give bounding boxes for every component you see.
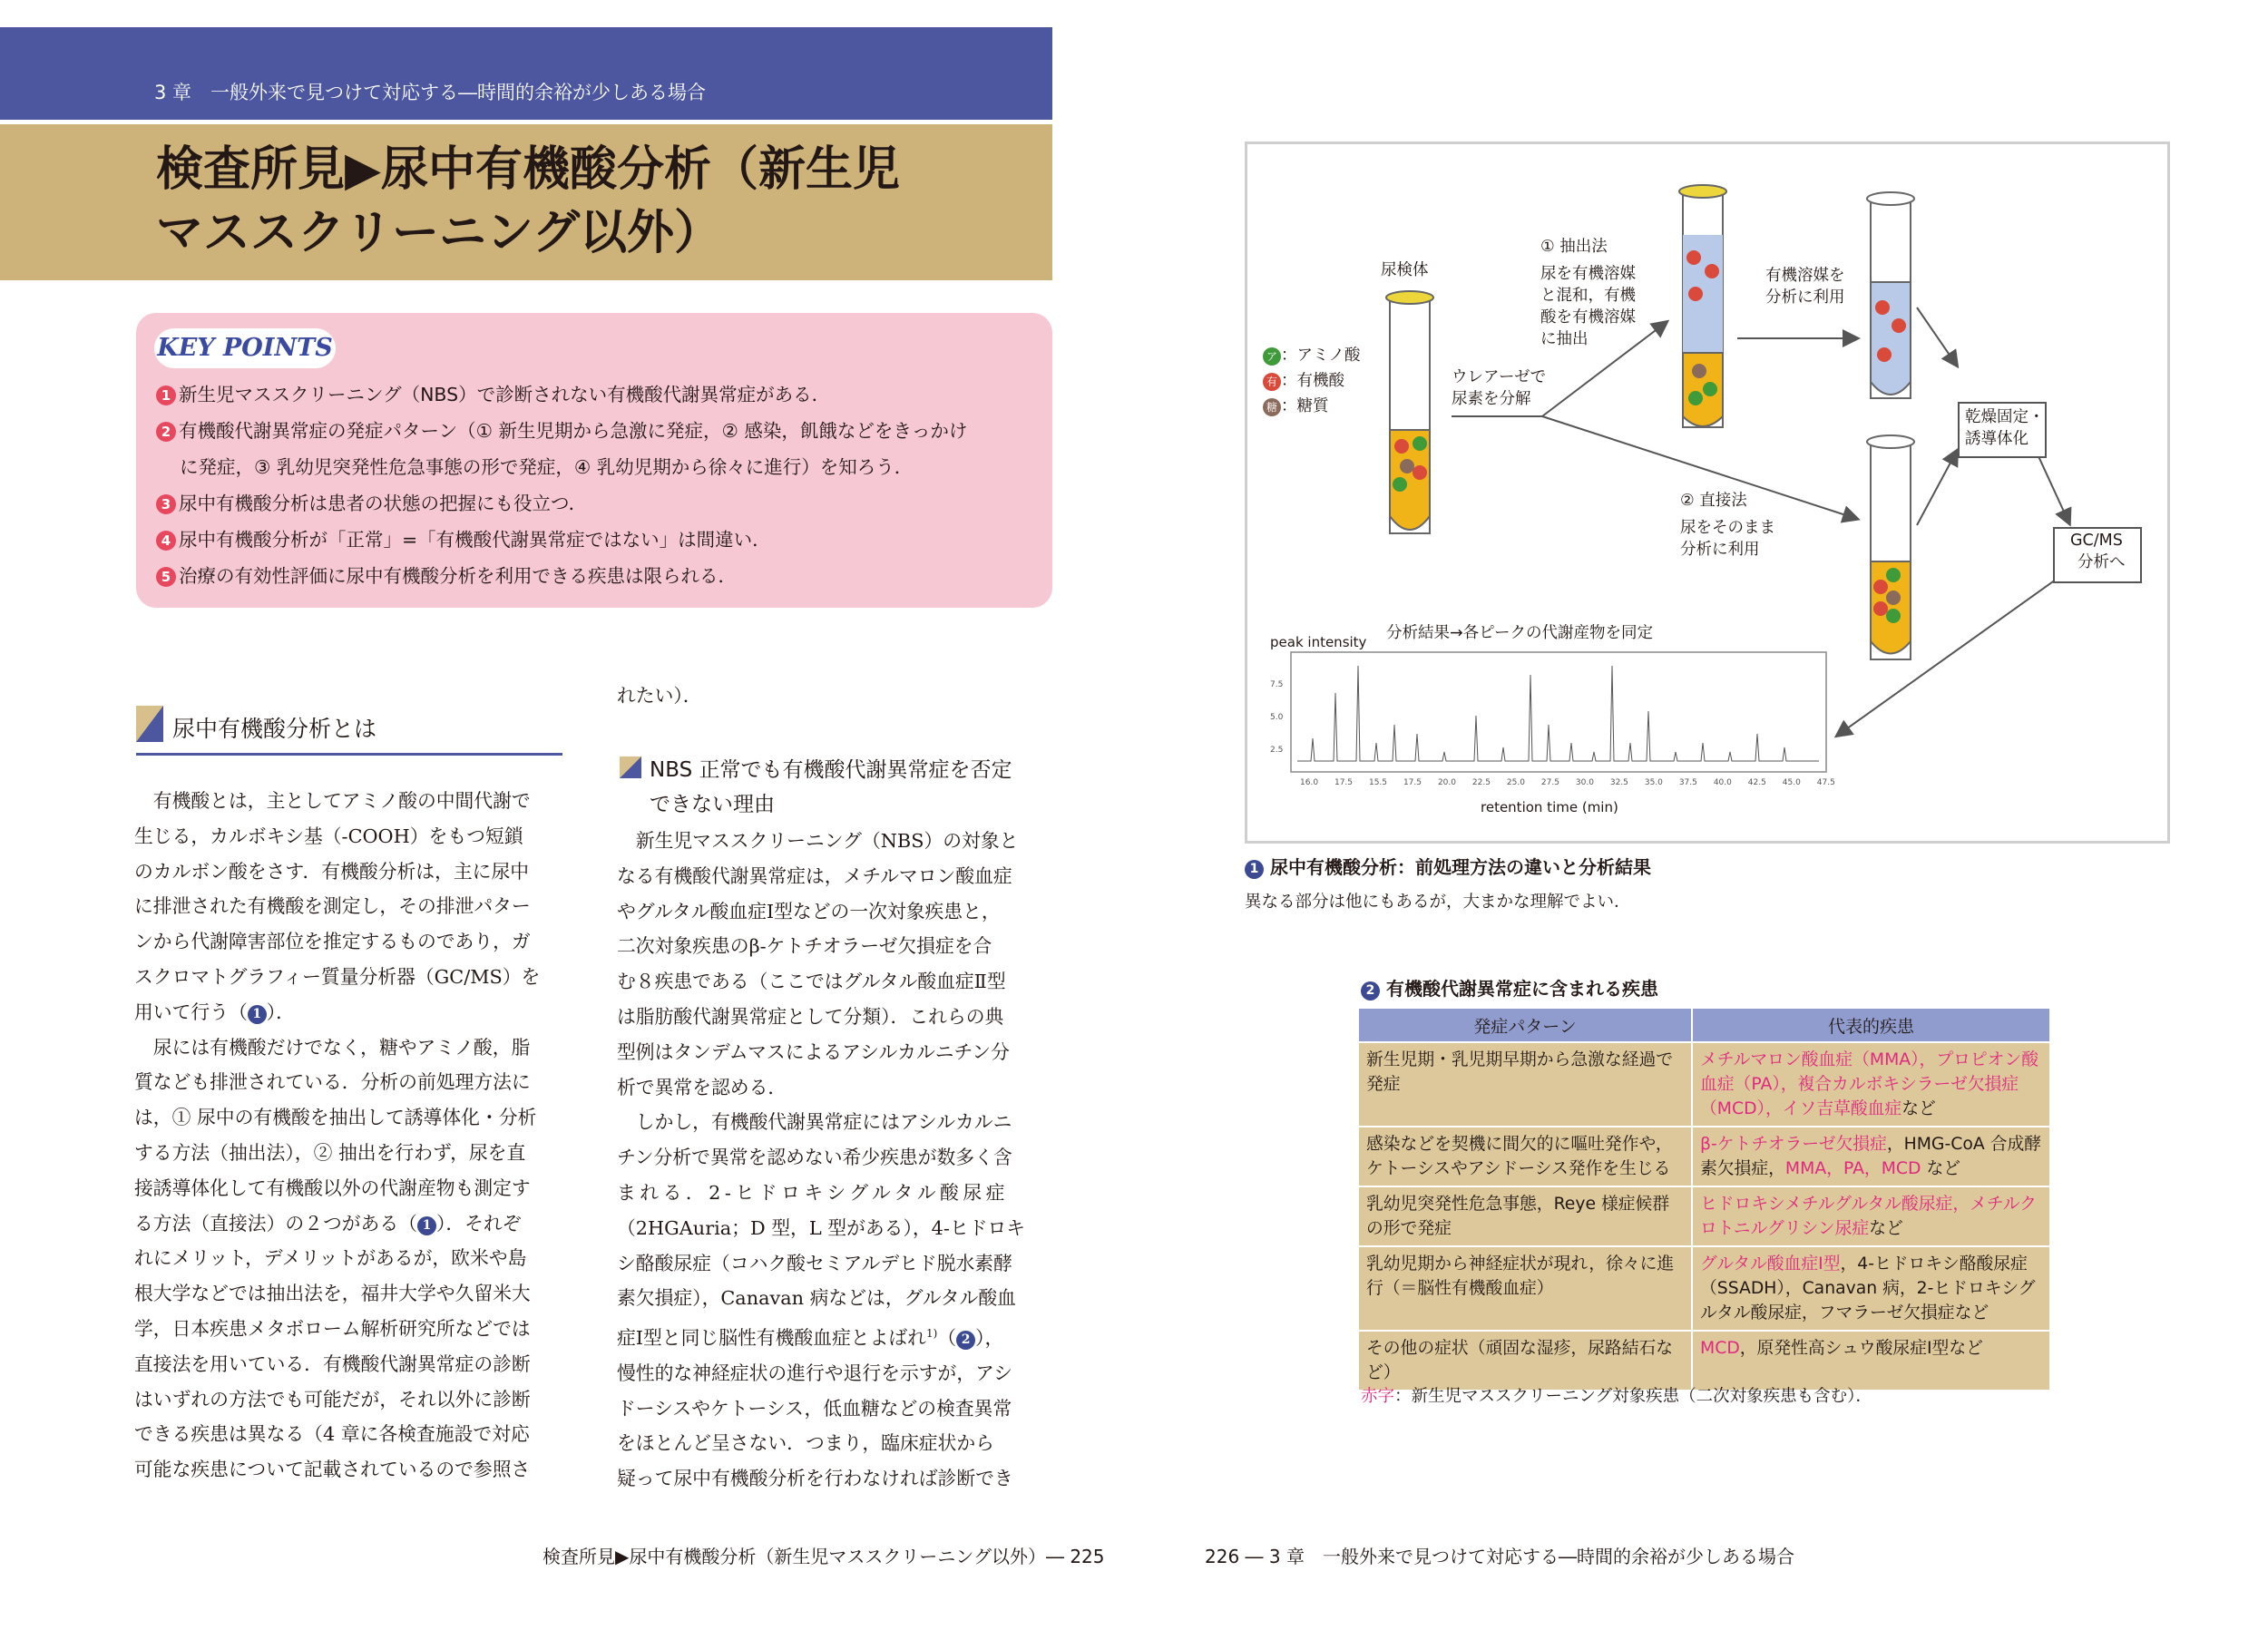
table-ref-badge: 2: [956, 1331, 975, 1350]
x-tick-row: [1300, 778, 1835, 787]
key-point-number: 4: [156, 531, 176, 551]
left-page-footer: 検査所見▶尿中有機酸分析（新生児マススクリーニング以外）― 225: [543, 1546, 1105, 1567]
method1-line4: に抽出: [1540, 330, 1589, 348]
organic-acid-icon: 有: [1263, 373, 1281, 391]
urease-line2: 尿素を分解: [1452, 390, 1531, 408]
peak-intensity-label: peak intensity: [1270, 634, 1367, 650]
table-header: 代表的疾患: [1692, 1008, 2050, 1042]
x-tick: 22.5: [1471, 778, 1491, 787]
table-row: その他の症状（頑固な湿疹，尿路結石など） MCD，原発性高シュウ酸尿症Ⅰ型など: [1358, 1331, 2050, 1391]
key-point-2-cont: に発症，③ 乳幼児突発性危急事態の形で発症，④ 乳幼児期から徐々に進行）を知ろう．: [180, 456, 914, 478]
key-point-number: 5: [156, 567, 176, 587]
x-tick: 42.5: [1747, 778, 1766, 787]
table-header-row: [1358, 1008, 2050, 1042]
citation-superscript: 1): [925, 1327, 938, 1341]
method1-line2: と混和，有機: [1540, 287, 1636, 305]
section-heading-2-line2: できない理由: [650, 793, 775, 816]
y-tick: 2.5: [1270, 746, 1284, 755]
method1-line1: 尿を有機溶媒: [1540, 265, 1636, 283]
table-number-badge: 2: [1361, 981, 1380, 1000]
urease-line1: ウレアーゼで: [1452, 368, 1547, 386]
solvent-tube: [1867, 192, 1914, 398]
method2-title: ② 直接法: [1680, 492, 1747, 510]
x-tick: 17.5: [1403, 778, 1422, 787]
solvent-line2: 分析に利用: [1765, 288, 1845, 307]
section-underline: [136, 753, 562, 756]
x-axis-label: retention time (min): [1481, 799, 1618, 815]
solvent-line1: 有機溶媒を: [1765, 267, 1845, 285]
key-point-number: 3: [156, 494, 176, 514]
extraction-tube: [1679, 185, 1726, 427]
column-2-text: 新生児マススクリーニング（NBS）の対象と なる有機酸代謝異常症は，メチルマロン酸血症 やグルタル酸血症Ⅰ型などの一次対象疾患と， 二次対象疾患のβ-ケトチオラーゼ欠損症を合 む８疾患である（ここではグルタル酸血症Ⅱ型 は脂肪酸代謝異常症として分類）．これらの典 型例はタンデムマスによるアシルカルニチン分 析で異常を認める． しかし，有機酸代謝異常症にはアシルカルニ チン分析で異常を認めない希少疾患が数多く含 まれる．2-ヒドロキシグルタル酸尿症 （2HGAuria；D 型，L 型がある），4-ヒドロキ シ酪酸尿症（コハク酸セミアルデヒド脱水素酵 素欠損症），Canavan 病などは，グルタル酸血 症Ⅰ型と同じ脳性有機酸血症とよばれ$^{1)}$（ 2 ）， 慢性的な神経症状の進行や退行を示すが，アシ ドーシスやケトーシス，低血糖などの検査異常 をほとんど呈さない．つまり，臨床症状から 疑って尿中有機酸分析を行わなければ診断でき: [617, 830, 1026, 1490]
key-point-5: 5 治療の有効性評価に尿中有機酸分析を利用できる疾患は限られる．: [156, 561, 737, 588]
sugar-icon: 糖: [1263, 398, 1281, 416]
x-tick: 35.0: [1644, 778, 1663, 787]
method1-title: ① 抽出法: [1540, 238, 1608, 256]
figure-ref-badge: 1: [417, 1216, 436, 1235]
gcms-line2: 分析へ: [2077, 553, 2126, 571]
y-tick: 7.5: [1270, 680, 1284, 689]
urine-label: 尿検体: [1381, 261, 1429, 279]
result-label: 分析結果→各ピークの代謝産物を同定: [1386, 624, 1653, 642]
dry-line2: 誘導体化: [1965, 430, 2028, 448]
chapter-label: 3 章 一般外来で見つけて対応する―時間的余裕が少しある場合: [154, 82, 707, 103]
legend-amino: ア ：アミノ酸: [1263, 345, 1361, 366]
x-tick: 15.5: [1368, 778, 1388, 787]
x-tick: 47.5: [1816, 778, 1835, 787]
key-point-2: 2 有機酸代謝異常症の発症パターン（① 新生児期から急激に発症，② 感染，飢餓などをきっかけ: [156, 415, 967, 443]
table-row: 乳幼児突発性危急事態，Reye 様症候群の形で発症 ヒドロキシメチルグルタル酸尿症，メチルクロトニルグリシン尿症など: [1358, 1186, 2050, 1246]
figure-caption: 1 尿中有機酸分析：前処理方法の違いと分析結果: [1245, 853, 1651, 879]
figure-caption-sub: 異なる部分は他にもあるが，大まかな理解でよい．: [1245, 893, 1631, 912]
key-point-number: 2: [156, 422, 176, 442]
key-point-3: 3 尿中有機酸分析は患者の状態の把握にも役立つ．: [156, 488, 587, 515]
gcms-line1: GC/MS: [2070, 532, 2123, 550]
table-row: 新生児期・乳児期早期から急激な経過で発症 メチルマロン酸血症（MMA），プロピオン酸血症（PA），複合カルボキシラーゼ欠損症（MCD），イソ吉草酸血症など: [1358, 1042, 2050, 1127]
right-page-footer: 226 ― 3 章 一般外来で見つけて対応する―時間的余裕が少しある場合: [1205, 1546, 1794, 1567]
chapter-band: [0, 27, 1052, 120]
section-marker-icon: [136, 706, 163, 742]
dry-line1: 乾燥固定・: [1965, 408, 2045, 426]
table-row: 感染などを契機に間欠的に嘔吐発作や，ケトーシスやアシドーシス発作を生じる β-ケトチオラーゼ欠損症，HMG-CoA 合成酵素欠損症，MMA，PA，MCD など: [1358, 1127, 2050, 1186]
key-point-1: 1 新生児マススクリーニング（NBS）で診断されない有機酸代謝異常症がある．: [156, 379, 830, 406]
x-tick: 37.5: [1678, 778, 1697, 787]
table-note: 赤字：新生児マススクリーニング対象疾患（二次対象疾患も含む）．: [1361, 1387, 1872, 1406]
method2-line2: 分析に利用: [1680, 541, 1760, 559]
key-point-4: 4 尿中有機酸分析が「正常」=「有機酸代謝異常症ではない」は間違い．: [156, 524, 771, 551]
x-tick: 20.0: [1437, 778, 1456, 787]
legend-sugar: 糖 ：糖質: [1263, 395, 1329, 417]
table-caption: 2 有機酸代謝異常症に含まれる疾患: [1361, 974, 1658, 1000]
figure-number-badge: 1: [1245, 860, 1264, 879]
x-tick: 32.5: [1609, 778, 1628, 787]
x-tick: 45.0: [1782, 778, 1801, 787]
x-tick: 16.0: [1300, 778, 1319, 787]
column-1-text: 有機酸とは，主としてアミノ酸の中間代謝で 生じる，カルボキシ基（-COOH）をもつ短鎖 のカルボン酸をさす．有機酸分析は，主に尿中 に排泄された有機酸を測定し，その排泄パター ンから代謝障害部位を推定するものであり，ガ スクロマトグラフィー質量分析器（GC/MS）を 用いて行う（ 1 ）． 尿には有機酸だけでなく，糖やアミノ酸，脂 質なども排泄されている．分析の前処理方法に は，① 尿中の有機酸を抽出して誘導体化・分析 する方法（抽出法），② 抽出を行わず，尿を直 接誘導体化して有機酸以外の代謝産物も測定す る方法（直接法）の２つがある（ 1 ）．それぞ れにメリット，デメリットがあるが，欧米や島 根大学などでは抽出法を，福井大学や久留米大 学，日本疾患メタボローム解析研究所などでは 直接法を用いている．有機酸代謝異常症の診断 はいずれの方法でも可能だが，それ以外に診断 できる疾患は異なる（4 章に各検査施設で対応 可能な疾患について記載されているので参照さ: [134, 790, 541, 1481]
section-heading-2-line1: NBS 正常でも有機酸代謝異常症を否定: [650, 758, 1012, 782]
x-tick: 27.5: [1540, 778, 1559, 787]
method1-line3: 酸を有機溶媒: [1540, 308, 1636, 327]
urine-sample-tube: [1386, 291, 1433, 533]
section-marker-icon: [620, 756, 641, 778]
table-row: 乳幼児期から神経症状が現れ，徐々に進行（＝脳性有機酸血症） グルタル酸血症Ⅰ型，4-ヒドロキシ酪酸尿症（SSADH），Canavan 病，2-ヒドロキシグルタル酸尿症，フマラーゼ欠損症など: [1358, 1246, 2050, 1331]
x-tick: 25.0: [1506, 778, 1525, 787]
y-tick: 5.0: [1270, 713, 1284, 722]
disease-table: [1357, 1007, 2051, 1391]
key-point-number: 1: [156, 386, 176, 405]
page-title-line2: マススクリーニング以外）: [156, 206, 721, 260]
title-band: [0, 124, 1052, 280]
chromatogram: [1291, 652, 1826, 772]
x-tick: 30.0: [1575, 778, 1594, 787]
x-tick: 40.0: [1713, 778, 1732, 787]
table-header: 発症パターン: [1358, 1008, 1692, 1042]
x-tick: 17.5: [1334, 778, 1354, 787]
direct-method-tube: [1867, 435, 1914, 659]
page-title-line1: 検査所見▶尿中有機酸分析（新生児: [156, 142, 900, 197]
figure-ref-badge: 1: [248, 1005, 267, 1024]
key-points-label: KEY POINTS: [154, 328, 336, 368]
section-heading-1: 尿中有機酸分析とは: [172, 716, 377, 742]
method2-line1: 尿をそのまま: [1680, 519, 1775, 537]
legend-organic: 有 ：有機酸: [1263, 370, 1344, 392]
column-2-top-line: れたい）．: [617, 685, 702, 707]
amino-acid-icon: ア: [1263, 347, 1281, 366]
